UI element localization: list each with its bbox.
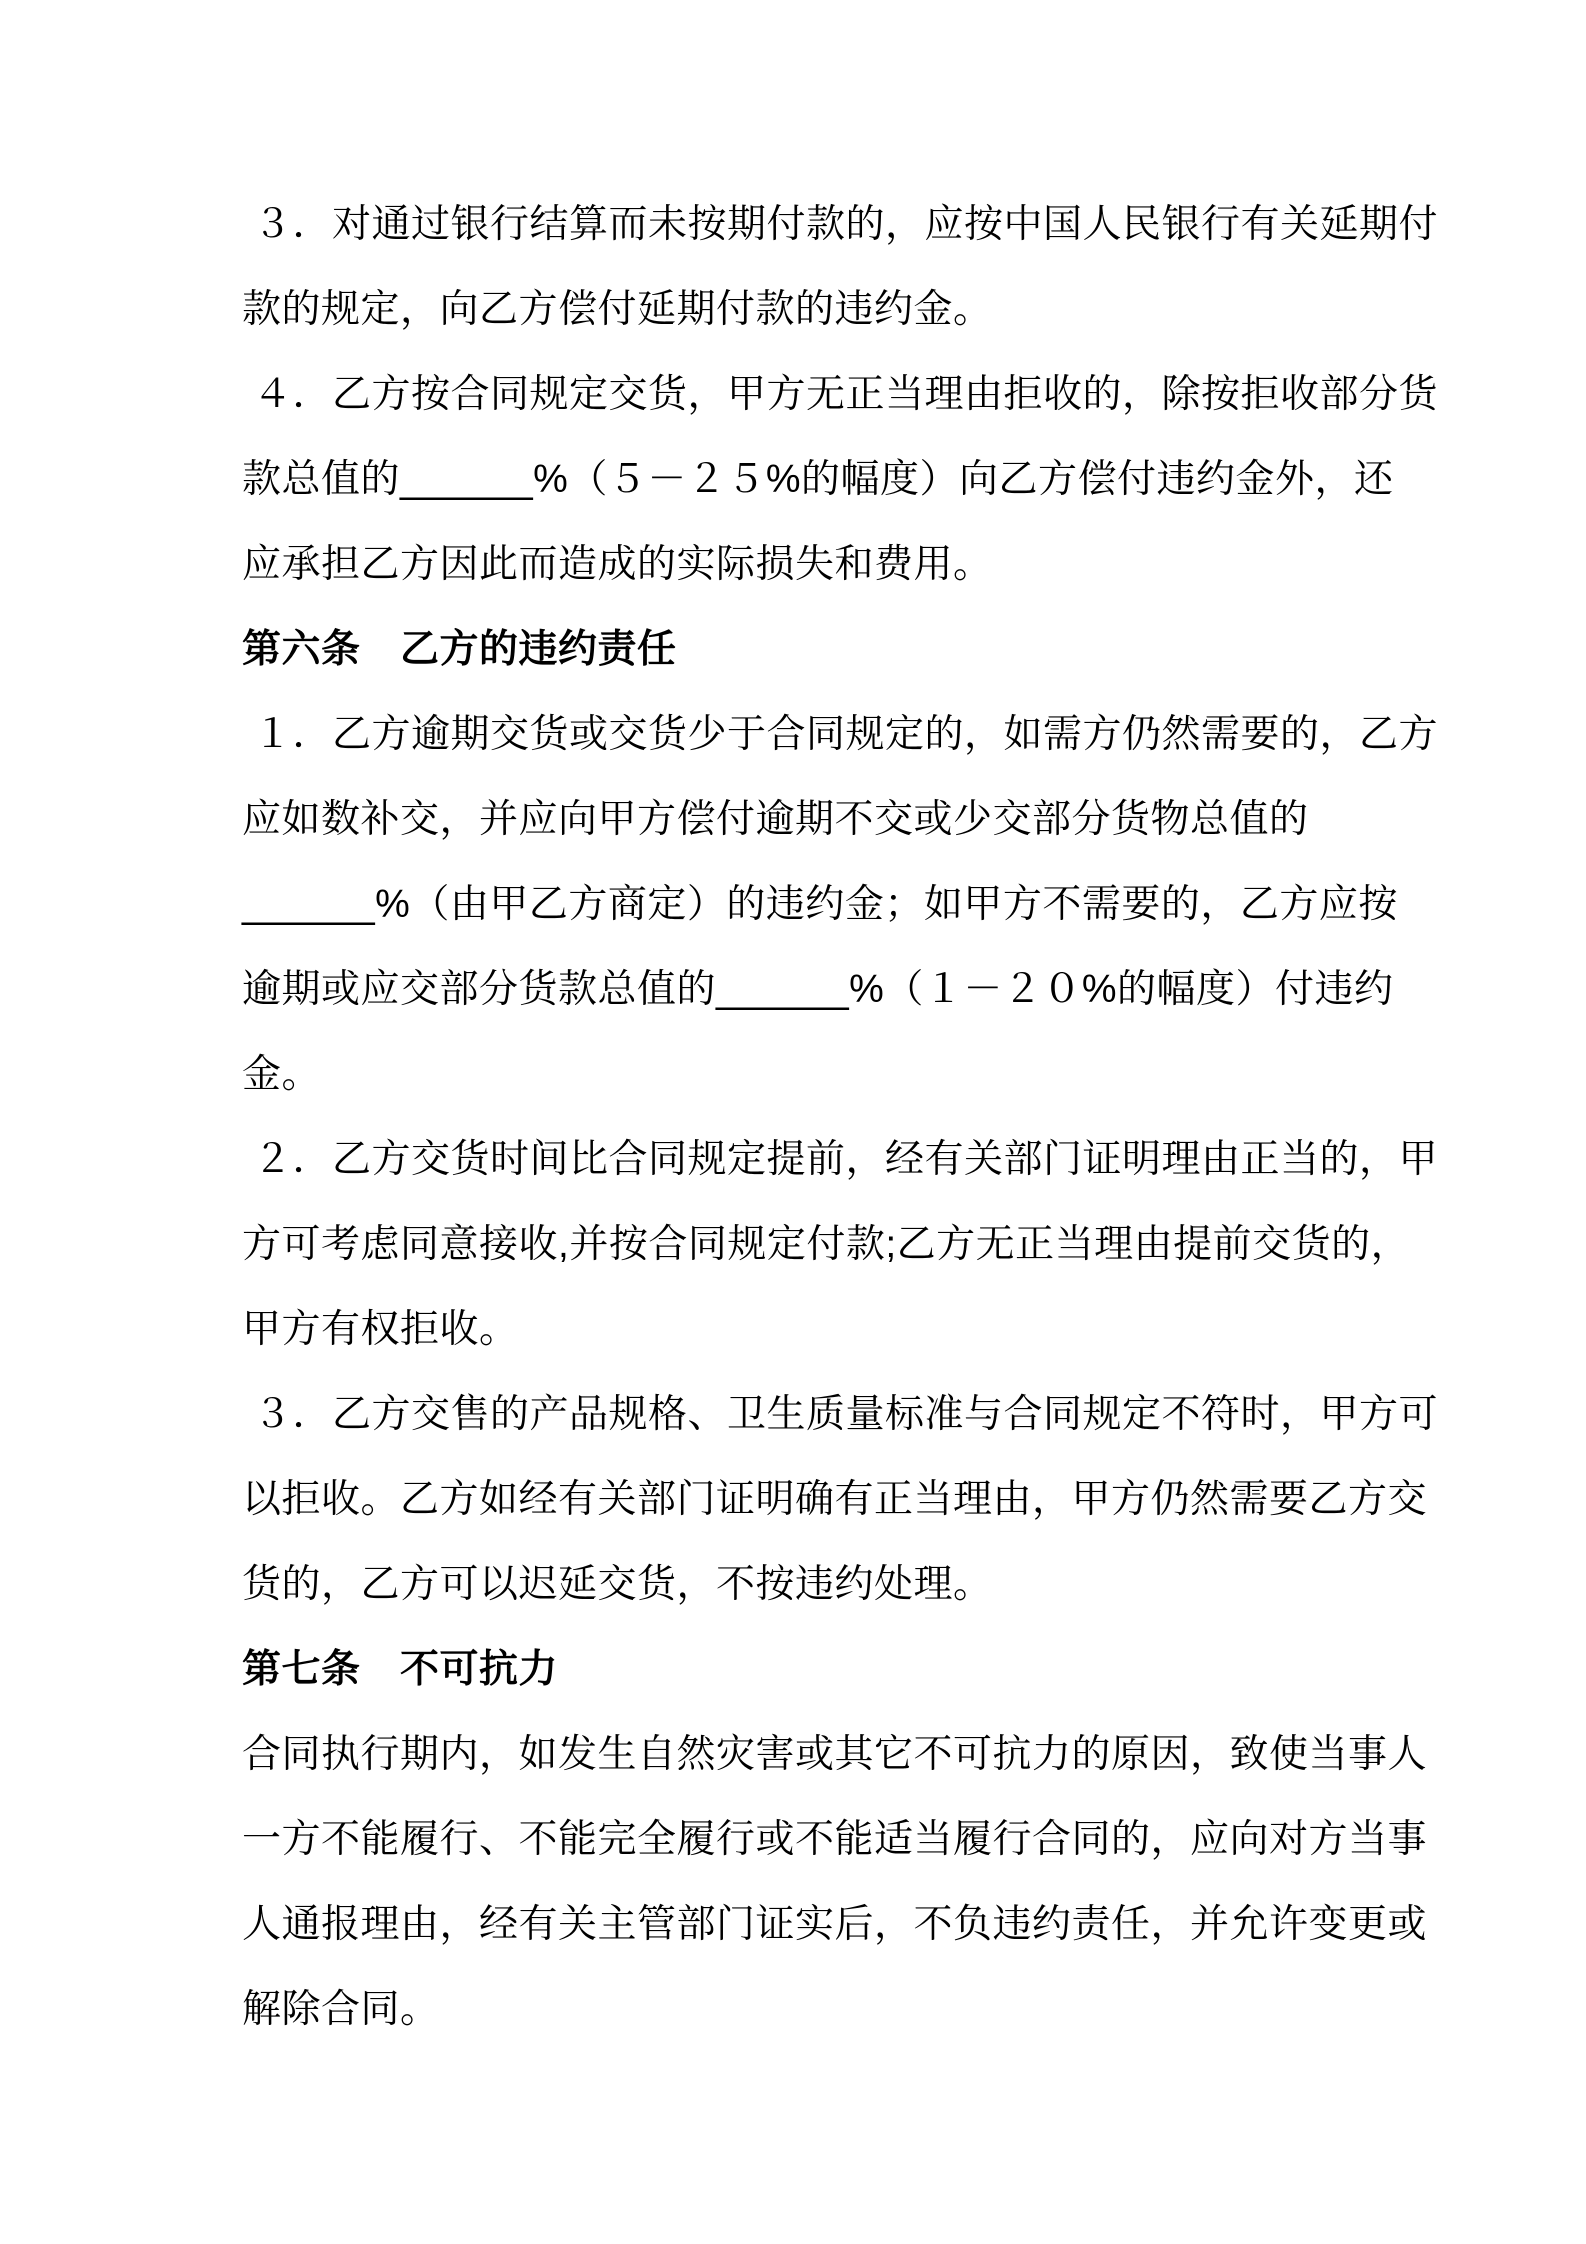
paragraph-line: 解除合同。 [242, 1988, 440, 2031]
paragraph-line: 人通报理由，经有关主管部门证实后，不负违约责任，并允许变更或 [242, 1903, 1428, 1946]
paragraph-line: 款的规定，向乙方偿付延期付款的违约金。 [242, 288, 993, 331]
contract-body [242, 182, 1452, 2052]
article-7-heading [242, 1627, 1452, 1712]
paragraph-line: 款总值的______%（５－２５%的幅度）向乙方偿付违约金外，还 [242, 458, 1394, 501]
paragraph-line: 货的，乙方可以迟延交货，不按违约处理。 [242, 1563, 993, 1606]
heading-line: 第六条 乙方的违约责任 [242, 628, 677, 671]
paragraph-line: 合同执行期内，如发生自然灾害或其它不可抗力的原因，致使当事人 [242, 1733, 1428, 1776]
article-7-force-majeure-text [242, 1712, 1452, 2052]
paragraph-line: 以拒收。乙方如经有关部门证明确有正当理由，甲方仍然需要乙方交 [242, 1478, 1428, 1521]
paragraph-line: １．乙方逾期交货或交货少于合同规定的，如需方仍然需要的，乙方 [253, 713, 1439, 756]
paragraph-line: 甲方有权拒收。 [242, 1308, 519, 1351]
paragraph-line: ３．乙方交售的产品规格、卫生质量标准与合同规定不符时，甲方可 [253, 1393, 1439, 1436]
paragraph-line: ３．对通过银行结算而未按期付款的，应按中国人民银行有关延期付 [253, 203, 1439, 246]
paragraph-line: 逾期或应交部分货款总值的______%（１－２０%的幅度）付违约 [242, 968, 1394, 1011]
article-6-item-3-spec-mismatch [242, 1372, 1452, 1627]
article-6-heading [242, 607, 1452, 692]
paragraph-line: ______%（由甲乙方商定）的违约金；如甲方不需要的，乙方应按 [242, 883, 1398, 926]
paragraph-line: 应如数补交，并应向甲方偿付逾期不交或少交部分货物总值的 [242, 798, 1309, 841]
article-6-item-1-late-delivery [242, 692, 1452, 1117]
paragraph-line: ４．乙方按合同规定交货，甲方无正当理由拒收的，除按拒收部分货 [253, 373, 1439, 416]
paragraph-line: 金。 [242, 1053, 322, 1096]
heading-line: 第七条 不可抗力 [242, 1648, 559, 1691]
paragraph-line: ２．乙方交货时间比合同规定提前，经有关部门证明理由正当的，甲 [253, 1138, 1439, 1181]
clause-item-4-refuse-goods [242, 352, 1452, 607]
paragraph-line: 方可考虑同意接收,并按合同规定付款;乙方无正当理由提前交货的， [242, 1223, 1411, 1266]
article-6-item-2-early-delivery [242, 1117, 1452, 1372]
clause-item-3-bank-settlement [242, 182, 1452, 352]
paragraph-line: 应承担乙方因此而造成的实际损失和费用。 [242, 543, 993, 586]
paragraph-line: 一方不能履行、不能完全履行或不能适当履行合同的，应向对方当事 [242, 1818, 1428, 1861]
